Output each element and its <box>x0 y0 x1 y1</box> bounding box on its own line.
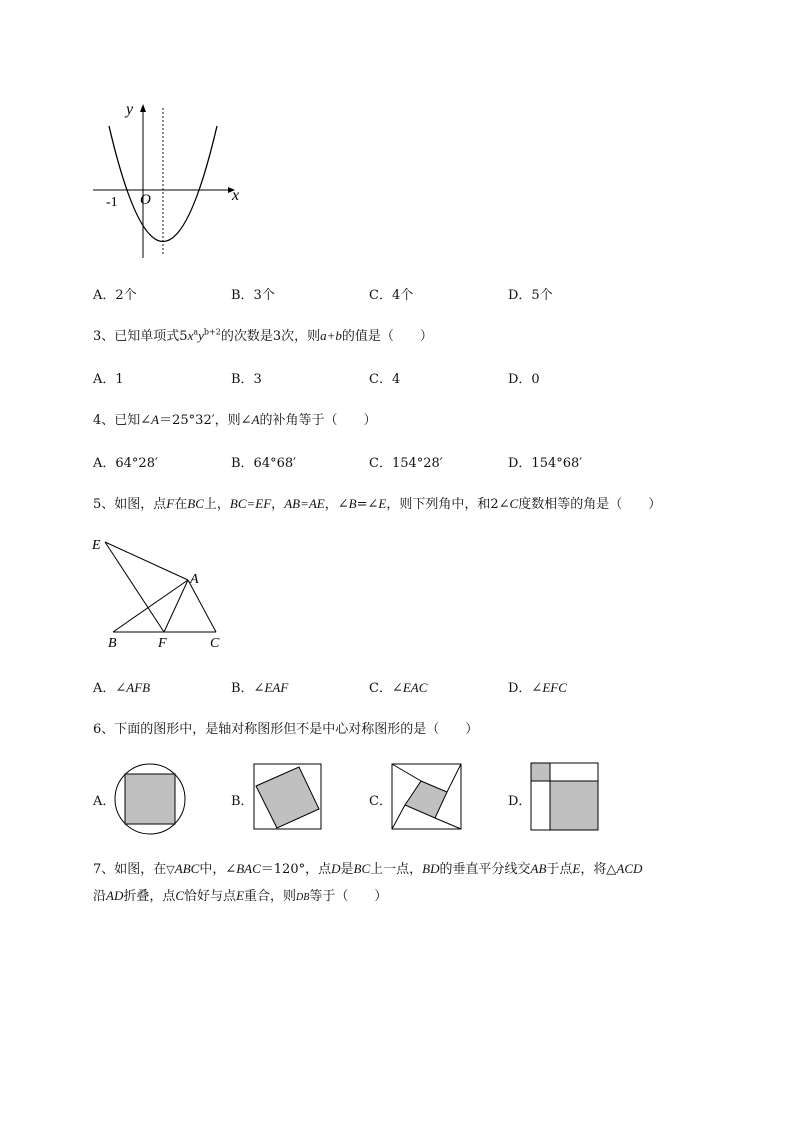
q4-option-d[interactable]: D．154°68′ <box>508 456 583 471</box>
q6-c-line-2 <box>447 764 461 792</box>
q7-seg-ad: AD <box>106 888 124 903</box>
q5-angle-b: B <box>348 496 357 511</box>
q5-seg-bc: BC <box>187 496 204 511</box>
q7-seg-bd: BD <box>422 861 440 876</box>
q5-angle-e: E <box>378 496 387 511</box>
q7-bac: BAC <box>236 861 261 876</box>
q5-question <box>93 493 661 512</box>
q3-text-mid: 的次数是3次，则 <box>220 329 321 344</box>
q7-question-line-1 <box>93 858 642 877</box>
q6-figure-a[interactable] <box>112 761 188 837</box>
q2-option-a[interactable]: A．2个 <box>93 288 137 303</box>
q5-option-d-angle: EFC <box>542 680 567 695</box>
label-a: A <box>190 572 199 587</box>
q3-y-exponent: b+2 <box>203 327 221 337</box>
y-axis-label: y <box>126 101 134 118</box>
q7-l1a: 7、如图，在 <box>93 862 167 877</box>
q5-option-c-angle: EAC <box>402 680 428 695</box>
q7-point-e2: E <box>236 888 245 903</box>
q6-option-b-label[interactable]: B． <box>231 794 254 809</box>
parabola-figure <box>88 98 248 263</box>
q2-option-b[interactable]: B．3个 <box>231 288 275 303</box>
q7-l1c: ＝120°，点 <box>260 862 332 877</box>
q6-d-large-square <box>550 781 598 830</box>
q3-option-c[interactable]: C．4 <box>369 372 401 387</box>
q7-triangle-symbol: ▽ <box>166 863 175 876</box>
q3-x-exponent: a <box>193 327 199 337</box>
q7-l1e: 上一点， <box>370 862 423 877</box>
q6-c-line-1 <box>392 764 421 781</box>
x-axis-label: x <box>232 187 240 204</box>
origin-label: O <box>140 192 151 208</box>
q7-point-c: C <box>175 888 185 903</box>
q7-acd: ACD <box>616 861 643 876</box>
neg-one-label: -1 <box>106 195 118 210</box>
q5-option-d[interactable] <box>508 677 567 696</box>
q5-option-a-letter: A．∠ <box>93 681 127 696</box>
q5-t1: 5、如图，点 <box>93 497 167 512</box>
q5-option-b[interactable] <box>231 677 288 696</box>
q6-figure-c[interactable] <box>391 763 463 831</box>
q7-point-e: E <box>572 861 581 876</box>
q5-angle-c: C <box>509 496 519 511</box>
q2-option-c[interactable]: C．4个 <box>369 288 414 303</box>
q4-text-c: 的补角等于（ ） <box>259 413 377 428</box>
segment-ba <box>113 580 188 632</box>
q4-option-a[interactable]: A．64°28′ <box>93 456 158 471</box>
q3-var-y: y <box>198 328 204 343</box>
q6-figure-d[interactable] <box>530 762 600 832</box>
triangle-figure <box>88 530 228 655</box>
q5-t4: ， <box>271 497 285 512</box>
label-f: F <box>158 636 167 651</box>
y-axis-arrow <box>140 104 146 112</box>
q6-c-tilted-square <box>405 781 447 818</box>
q5-eq2: AB=AE <box>284 496 325 511</box>
q3-var-x: x <box>187 328 194 343</box>
q5-option-a[interactable] <box>93 677 150 696</box>
q7-seg-db: DB <box>296 892 310 903</box>
q6-c-line-3 <box>435 818 461 829</box>
q6-option-c-label[interactable]: C． <box>369 794 392 809</box>
q7-l2e: 等于（ ） <box>309 889 388 904</box>
q5-option-c[interactable] <box>369 677 427 696</box>
label-b: B <box>108 636 117 651</box>
q5-option-c-letter: C．∠ <box>369 681 403 696</box>
q6-question: 6、下面的图形中，是轴对称图形但不是中心对称图形的是（ ） <box>93 722 479 737</box>
segment-ac <box>188 580 216 632</box>
q4-option-b[interactable]: B．64°68′ <box>231 456 297 471</box>
q7-seg-ab: AB <box>530 861 547 876</box>
q7-l1g: 于点 <box>546 862 573 877</box>
q7-l2d: 重合，则 <box>244 889 297 904</box>
q7-l2a: 沿 <box>93 889 107 904</box>
q5-option-b-letter: B．∠ <box>231 681 265 696</box>
q3-option-b[interactable]: B．3 <box>231 372 262 387</box>
q3-text-prefix: 已知单项式5 <box>114 329 188 344</box>
q5-eq1: BC=EF <box>229 496 272 511</box>
q5-t3: 上， <box>203 497 230 512</box>
q5-t7: ，则下列角中，和2∠ <box>386 497 510 512</box>
q7-l1f: 的垂直平分线交 <box>439 862 531 877</box>
q6-figure-b[interactable] <box>253 763 323 831</box>
q5-option-b-angle: EAF <box>264 680 289 695</box>
q6-b-tilted-square <box>256 767 319 828</box>
q6-option-d-label[interactable]: D． <box>508 794 532 809</box>
q6-d-small-square <box>531 763 550 781</box>
q5-t6: =∠ <box>356 497 379 512</box>
label-c: C <box>210 636 220 651</box>
q6-a-square <box>125 774 175 824</box>
q3-question <box>93 325 433 344</box>
q2-option-d[interactable]: D．5个 <box>508 288 553 303</box>
q4-text-a: 4、已知∠ <box>93 413 152 428</box>
q7-l1b: 中，∠ <box>199 862 237 877</box>
q3-number: 3、 <box>93 329 115 344</box>
q4-text-b: ＝25°32′，则∠ <box>159 413 252 428</box>
q7-l1d: 是 <box>340 862 354 877</box>
label-e: E <box>92 538 101 553</box>
q3-expression: a+b <box>320 328 342 343</box>
q3-text-suffix: 的值是（ ） <box>341 329 433 344</box>
q7-seg-bc: BC <box>353 861 371 876</box>
q7-point-d: D <box>331 861 341 876</box>
q7-l2b: 折叠，点 <box>123 889 176 904</box>
q4-var-a2: A <box>251 412 260 427</box>
q7-abc: ABC <box>174 861 200 876</box>
q5-option-d-letter: D．∠ <box>508 681 543 696</box>
q4-var-a1: A <box>151 412 160 427</box>
q5-t5: ，∠ <box>324 497 349 512</box>
q3-option-d[interactable]: D．0 <box>508 372 540 387</box>
q7-l2c: 恰好与点 <box>184 889 237 904</box>
q5-t8: 度数相等的角是（ ） <box>518 497 662 512</box>
q4-option-c[interactable]: C．154°28′ <box>369 456 443 471</box>
q5-point-f: F <box>166 496 175 511</box>
q7-question-line-2 <box>93 885 387 904</box>
q7-l1h: ，将△ <box>580 862 617 877</box>
q6-c-line-4 <box>392 805 405 829</box>
q4-question <box>93 409 377 428</box>
q3-option-a[interactable]: A．1 <box>93 372 124 387</box>
q5-option-a-angle: AFB <box>126 680 151 695</box>
q6-option-a-label[interactable]: A． <box>93 794 116 809</box>
q5-t2: 在 <box>174 497 188 512</box>
